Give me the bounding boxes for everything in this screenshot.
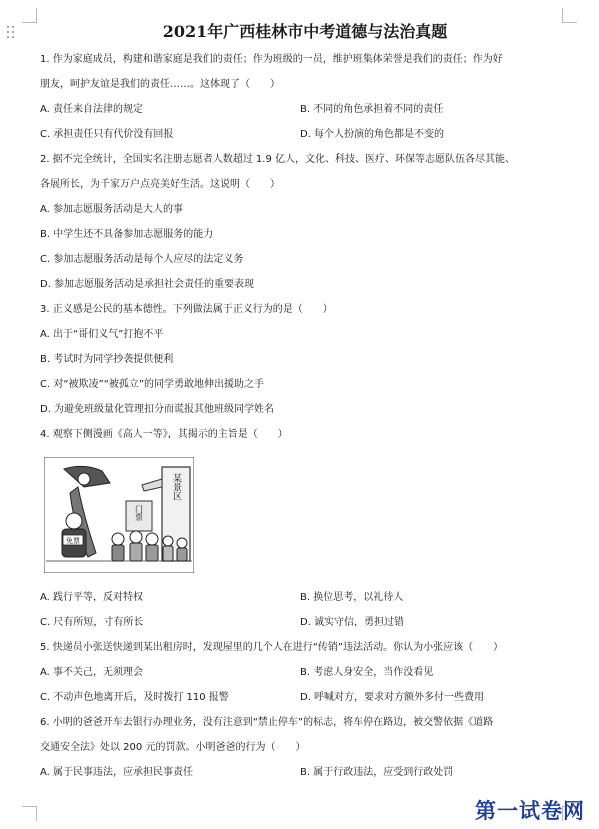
question-2-option-d: D. 参加志愿服务活动是承担社会责任的重要表现	[40, 279, 255, 290]
question-3-option-d: D. 为避免班级量化管理扣分而谎报其他班级同学姓名	[40, 404, 275, 415]
page-title: 2021年广西桂林市中考道德与法治真题	[162, 22, 448, 41]
cartoon-scenic-label: 某景区	[171, 473, 181, 501]
question-3-option-c: C. 对“被欺凌”“被孤立”的同学勇敢地伸出援助之手	[40, 379, 265, 390]
question-6-option-a: A. 属于民事违法，应承担民事责任	[40, 767, 194, 778]
page-corner-mark-top-left	[22, 8, 37, 23]
question-2-stem-line-1: 2. 据不完全统计，全国实名注册志愿者人数超过 1.9 亿人，文化、科技、医疗、环保等志愿队伍各尽其能、	[40, 154, 515, 165]
question-4-options-row-2	[40, 610, 570, 635]
question-2-option-b: B. 中学生还不具备参加志愿服务的能力	[40, 229, 214, 240]
question-5-option-d: D. 呼喊对方，要求对方额外多付一些费用	[300, 692, 485, 703]
question-2-option-c: C. 参加志愿服务活动是每个人应尽的法定义务	[40, 254, 244, 265]
question-1-option-d: D. 每个人扮演的角色都是不变的	[300, 129, 445, 140]
cartoon-illustration	[44, 457, 194, 573]
question-1-options-row-1	[40, 97, 570, 122]
cartoon-ticket-label: 门票	[134, 505, 144, 521]
question-2-option-a: A. 参加志愿服务活动是大人的事	[40, 204, 184, 215]
question-6-option-b: B. 属于行政违法，应受到行政处罚	[300, 767, 454, 778]
question-4-options-row-1	[40, 585, 570, 610]
cartoon-free-label: 免票	[66, 537, 80, 545]
question-5-option-b: B. 考虑人身安全，当作没看见	[300, 667, 434, 678]
document-page	[40, 18, 570, 785]
question-4-stem: 4. 观察下侧漫画《高人一等》，其揭示的主旨是（ ）	[40, 429, 288, 440]
drag-handle-icon[interactable]	[6, 25, 16, 41]
question-6-stem-line-1: 6. 小明的爸爸开车去银行办理业务，没有注意到“禁止停车”的标志，将车停在路边，被交警依据《道路	[40, 717, 494, 728]
question-6-options-row-1	[40, 760, 570, 785]
question-1-option-a: A. 责任来自法律的规定	[40, 104, 144, 115]
question-6-stem-line-2: 交通安全法》处以 200 元的罚款。小明爸爸的行为（ ）	[40, 742, 306, 753]
question-5-options-row-2	[40, 685, 570, 710]
question-3-option-a: A. 出于“哥们义气”打抱不平	[40, 329, 164, 340]
question-4-cartoon-image	[44, 457, 194, 573]
question-5-option-a: A. 事不关己，无须理会	[40, 667, 144, 678]
question-2-stem-line-2: 各展所长，为千家万户点亮美好生活。这说明（ ）	[40, 179, 280, 190]
page-corner-mark-bottom-left	[22, 806, 37, 821]
question-1-options-row-2	[40, 122, 570, 147]
question-5-options-row-1	[40, 660, 570, 685]
question-4-option-b: B. 换位思考，以礼待人	[300, 592, 404, 603]
question-1-option-b: B. 不同的角色承担着不同的责任	[300, 104, 444, 115]
question-4-option-d: D. 诚实守信，勇担过错	[300, 617, 405, 628]
question-1-option-c: C. 承担责任只有代价没有回报	[40, 129, 174, 140]
question-4-option-c: C. 尺有所短，寸有所长	[40, 617, 144, 628]
question-1-stem-line-2: 朋友，呵护友谊是我们的责任……。这体现了（ ）	[40, 79, 280, 90]
question-3-stem: 3. 正义感是公民的基本德性。下列做法属于正义行为的是（ ）	[40, 304, 333, 315]
site-watermark: 第一试卷网	[475, 798, 585, 823]
question-3-option-b: B. 考试时为同学抄袭提供便利	[40, 354, 174, 365]
question-5-option-c: C. 不动声色地离开后，及时拨打 110 报警	[40, 692, 229, 703]
question-5-stem: 5. 快递员小张送快递到某出租房时，发现屋里的几个人在进行“传销”违法活动。你认为小张应该（ ）	[40, 642, 504, 653]
question-1-stem-line-1: 1. 作为家庭成员，构建和谐家庭是我们的责任；作为班级的一员，维护班集体荣誉是我们的责任；作为好	[40, 54, 503, 65]
question-4-option-a: A. 践行平等，反对特权	[40, 592, 144, 603]
